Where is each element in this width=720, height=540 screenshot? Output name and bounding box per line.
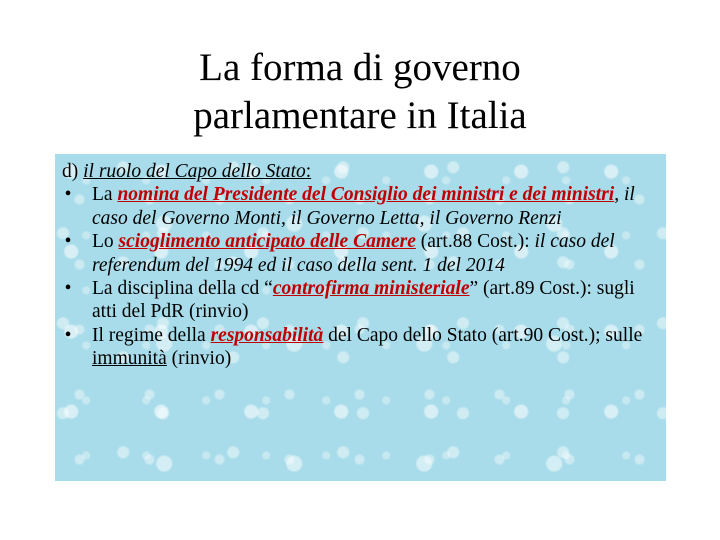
bullet-icon: • bbox=[64, 231, 72, 253]
list-item-controfirma bbox=[62, 277, 658, 324]
immunity-term: immunità bbox=[92, 348, 167, 370]
list-item-text: Il regime della bbox=[92, 324, 211, 346]
list-item-text: del Capo dello Stato (art.90 Cost.); sulle bbox=[323, 324, 643, 346]
bullet-icon: • bbox=[64, 278, 72, 300]
bullet-icon: • bbox=[64, 184, 72, 206]
emphasis-term: responsabilità bbox=[210, 324, 324, 346]
section-heading bbox=[62, 160, 658, 183]
title-line-1: La forma di governo bbox=[199, 46, 521, 89]
list-item-text: ” (art.89 Cost.): sugli atti del PdR (rinvio) bbox=[92, 278, 635, 323]
bullet-icon: • bbox=[64, 324, 72, 346]
title-line-2: parlamentare in Italia bbox=[193, 94, 527, 137]
list-item-text: La bbox=[92, 184, 118, 206]
section-colon: : bbox=[305, 161, 312, 182]
list-item-scioglimento bbox=[62, 230, 658, 277]
emphasis-term: controfirma ministeriale bbox=[272, 278, 470, 300]
emphasis-term: nomina del Presidente del Consiglio dei ministri e dei ministri bbox=[117, 184, 615, 206]
section-letter: d) bbox=[62, 161, 84, 182]
bullet-list bbox=[62, 183, 658, 370]
list-item-text: , bbox=[614, 184, 624, 206]
content-panel bbox=[55, 154, 666, 481]
section-topic: il ruolo del Capo dello Stato bbox=[83, 161, 306, 182]
list-item-responsabilita bbox=[62, 324, 658, 371]
list-item-nomina bbox=[62, 183, 658, 230]
list-item-text: La disciplina della cd “ bbox=[92, 278, 273, 300]
case-examples: il caso del Governo Monti, il Governo Letta, il Governo Renzi bbox=[92, 184, 635, 229]
case-examples: il caso del referendum del 1994 ed il caso della sent. 1 del 2014 bbox=[92, 231, 615, 276]
list-item-text: Lo bbox=[92, 231, 119, 253]
list-item-text: (rinvio) bbox=[166, 348, 232, 370]
emphasis-term: scioglimento anticipato delle Camere bbox=[118, 231, 416, 253]
slide-title bbox=[60, 44, 660, 140]
list-item-text: (art.88 Cost.): bbox=[415, 231, 535, 253]
